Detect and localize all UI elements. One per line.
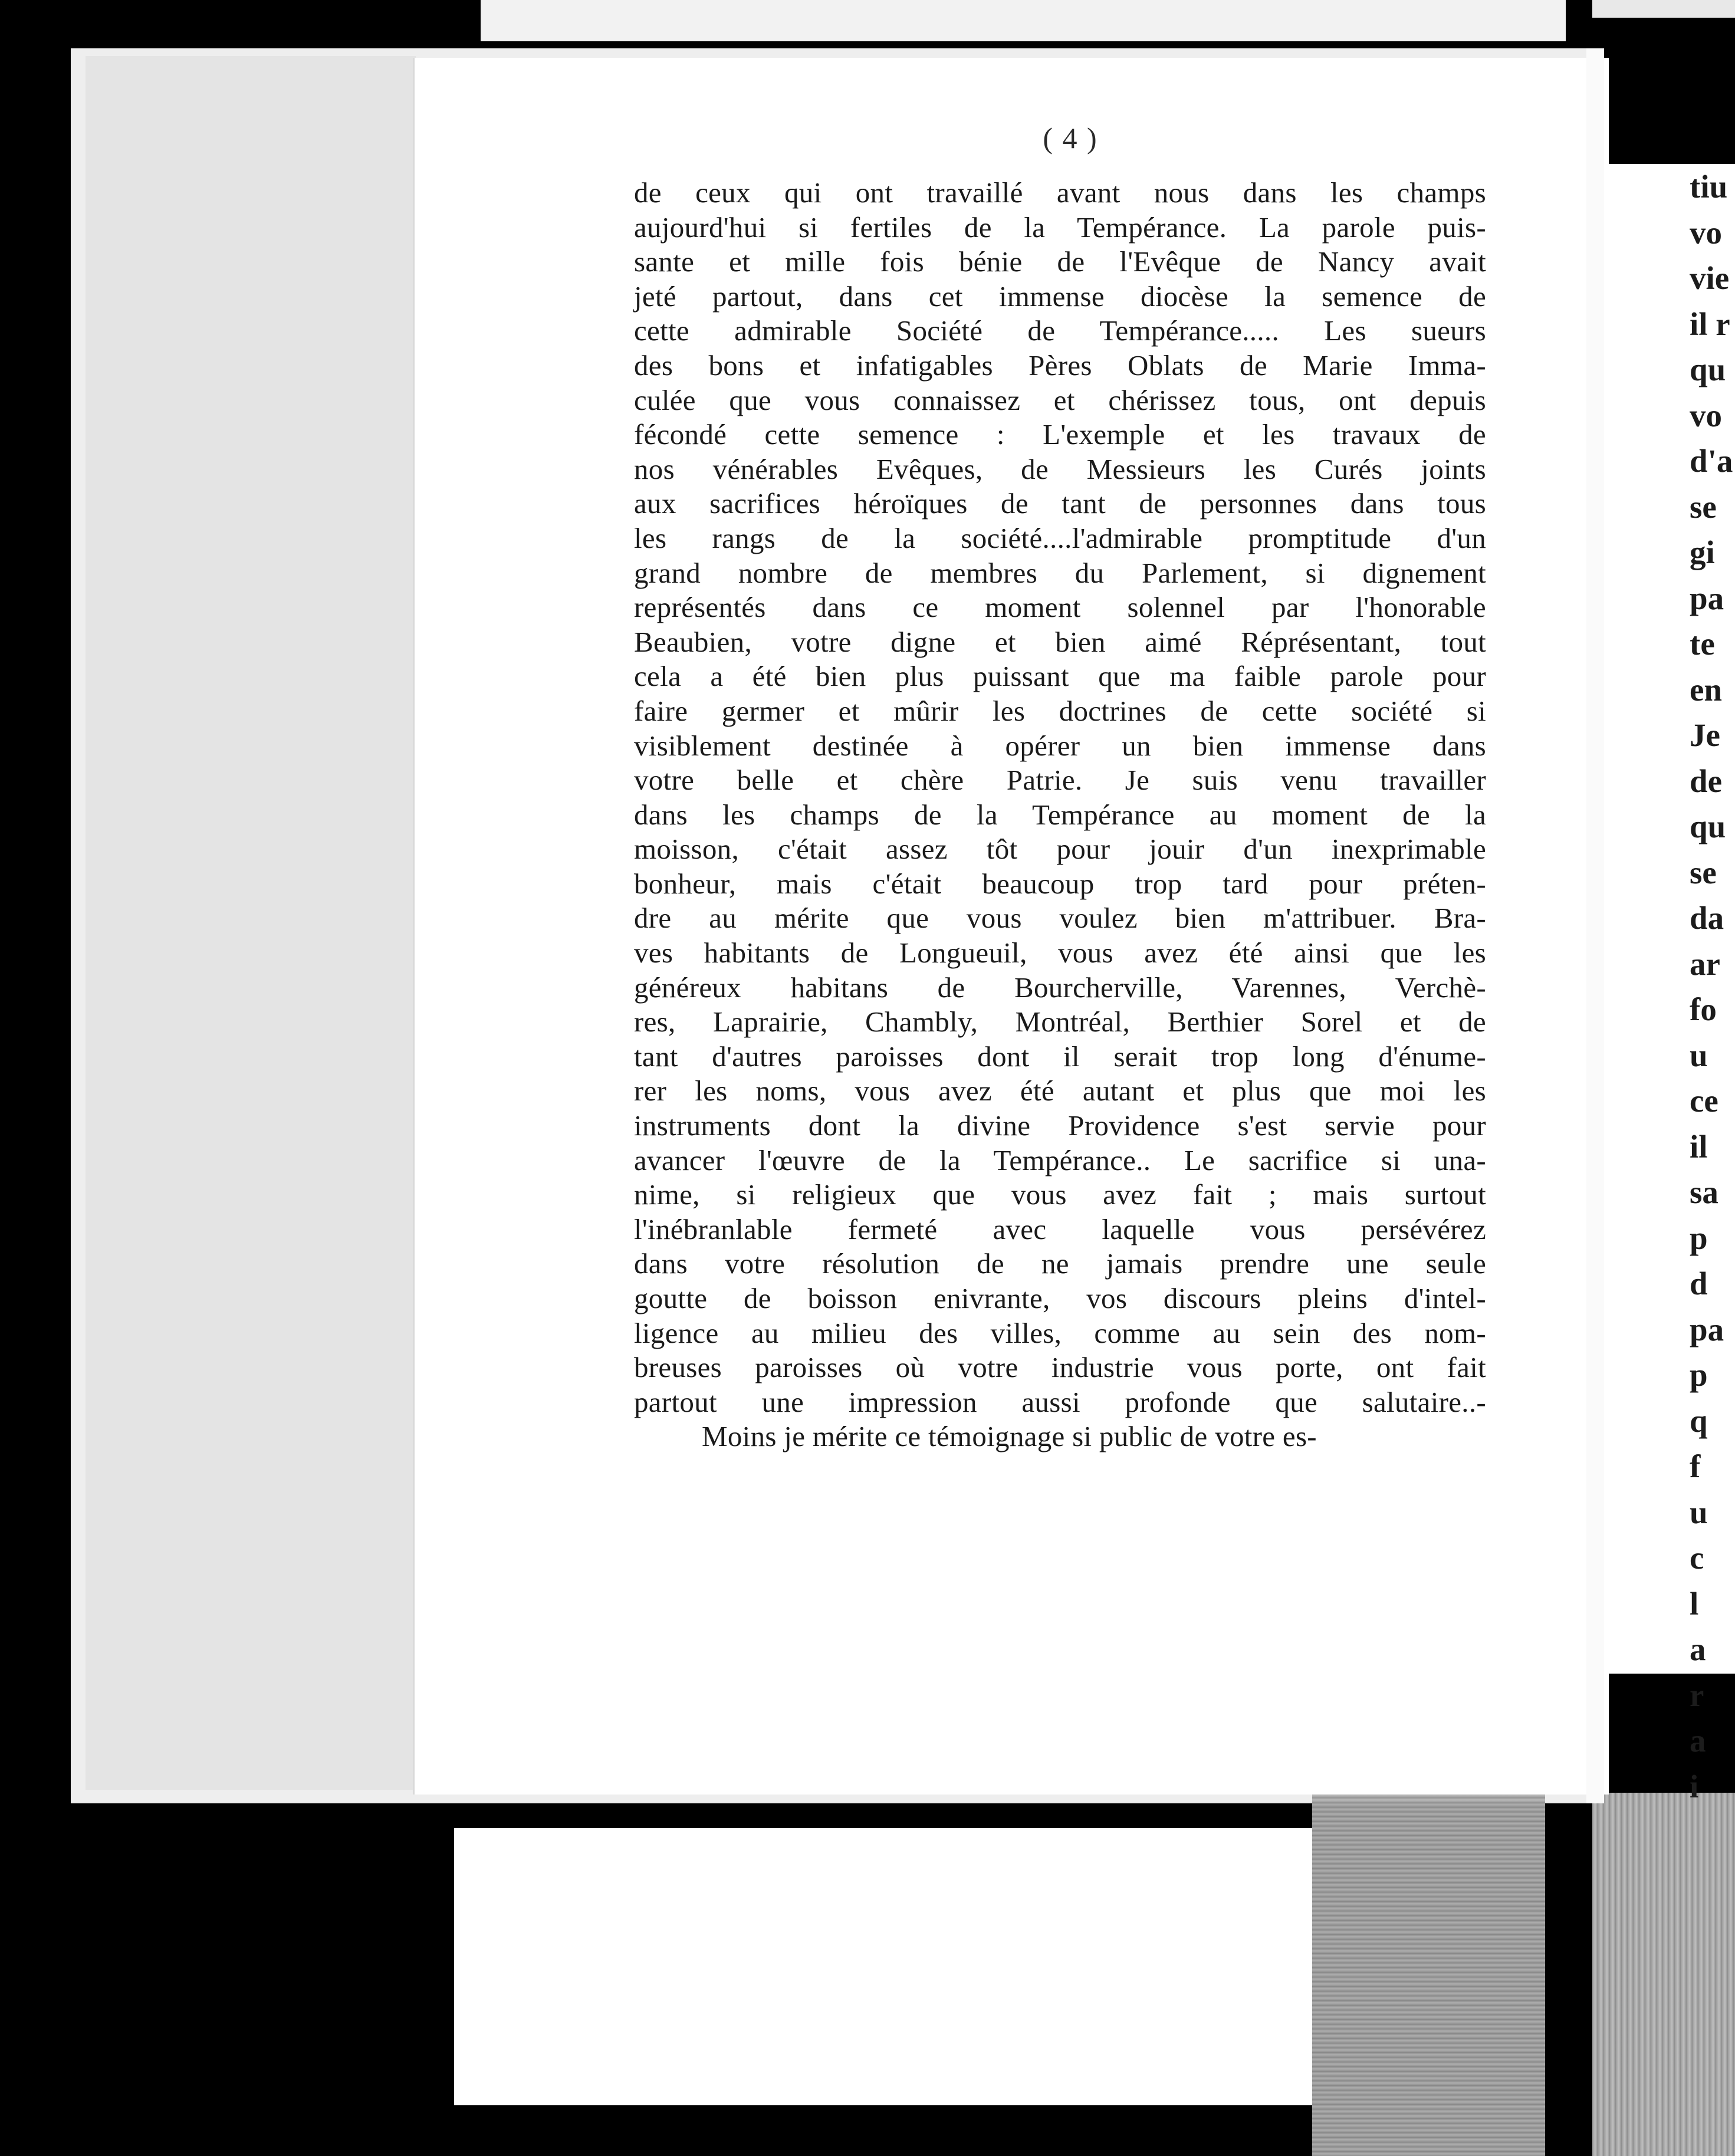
text-line: partout une impression aussi profonde que salutaire..- xyxy=(634,1385,1486,1418)
next-page-fragment: il r xyxy=(1690,305,1730,342)
next-page-fragment: q xyxy=(1690,1402,1708,1439)
text-line: dans votre résolution de ne jamais prendre une seule xyxy=(634,1247,1486,1280)
next-page-fragment: fo xyxy=(1690,991,1717,1027)
text-line: grand nombre de membres du Parlement, si dignement xyxy=(634,556,1486,589)
next-page-fragment: a xyxy=(1690,1631,1706,1667)
text-line: nos vénérables Evêques, de Messieurs les Curés joints xyxy=(634,452,1486,485)
text-line: faire germer et mûrir les doctrines de cette société si xyxy=(634,694,1486,727)
text-line: culée que vous connaissez et chérissez tous, ont depuis xyxy=(634,383,1486,416)
text-line: sante et mille fois bénie de l'Evêque de Nancy avait xyxy=(634,245,1486,278)
next-page-fragment: sa xyxy=(1690,1174,1718,1210)
text-line: aux sacrifices héroïques de tant de personnes dans tous xyxy=(634,487,1486,520)
text-line: fécondé cette semence : L'exemple et les travaux de xyxy=(634,418,1486,451)
text-line: visiblement destinée à opérer un bien immense dans xyxy=(634,729,1486,762)
next-page-fragment: Je xyxy=(1690,717,1720,753)
text-line: les rangs de la société....l'admirable promptitude d'un xyxy=(634,521,1486,554)
next-page-fragment: ar xyxy=(1690,945,1720,982)
scan-background-top-right xyxy=(1592,0,1735,18)
text-line: aujourd'hui si fertiles de la Tempérance. La parole puis- xyxy=(634,211,1486,244)
text-line: Beaubien, votre digne et bien aimé Réprésentant, tout xyxy=(634,625,1486,658)
cloth-weight-left xyxy=(1312,1781,1545,2156)
body-text xyxy=(634,176,1486,1454)
next-page-fragment: qu xyxy=(1690,351,1726,387)
text-line: breuses paroisses où votre industrie vous porte, ont fait xyxy=(634,1351,1486,1384)
next-page-fragment: a xyxy=(1690,1723,1706,1759)
text-line: ligence au milieu des villes, comme au sein des nom- xyxy=(634,1316,1486,1349)
next-page-fragment: l xyxy=(1690,1585,1699,1622)
next-page-fragment: te xyxy=(1690,626,1715,662)
text-line: ves habitants de Longueuil, vous avez été ainsi que les xyxy=(634,936,1486,969)
text-line: instruments dont la divine Providence s'est servie pour xyxy=(634,1109,1486,1142)
text-line: avancer l'œuvre de la Tempérance.. Le sacrifice si una- xyxy=(634,1143,1486,1176)
next-page-fragment: u xyxy=(1690,1037,1708,1073)
next-page-fragment: se xyxy=(1690,854,1717,890)
text-line: de ceux qui ont travaillé avant nous dans les champs xyxy=(634,176,1486,209)
text-line: dre au mérite que vous voulez bien m'attribuer. Bra- xyxy=(634,902,1486,935)
cloth-weight-right xyxy=(1592,1793,1735,2156)
next-page-fragment: c xyxy=(1690,1540,1704,1576)
next-page-fragment: vo xyxy=(1690,397,1722,433)
text-line: votre belle et chère Patrie. Je suis venu travailler xyxy=(634,764,1486,797)
next-page-fragment: i xyxy=(1690,1768,1699,1805)
text-line: jeté partout, dans cet immense diocèse la semence de xyxy=(634,280,1486,313)
next-page-fragment: d'a xyxy=(1690,443,1733,479)
next-page-fragment: pa xyxy=(1690,1311,1724,1348)
next-page-fragment: tiu xyxy=(1690,169,1728,205)
next-page-fragment: da xyxy=(1690,900,1724,936)
next-page-fragment: r xyxy=(1690,1677,1704,1713)
next-page-fragment: de xyxy=(1690,763,1722,799)
next-page-fragment: p xyxy=(1690,1357,1708,1393)
next-page-fragment: qu xyxy=(1690,808,1726,844)
text-line: goutte de boisson enivrante, vos discours pleins d'intel- xyxy=(634,1282,1486,1314)
text-line: généreux habitans de Bourcherville, Varennes, Verchè- xyxy=(634,971,1486,1004)
next-page-fragment: d xyxy=(1690,1266,1708,1302)
text-line: cette admirable Société de Tempérance..... Les sueurs xyxy=(634,314,1486,347)
next-page-fragment: pa xyxy=(1690,580,1724,616)
next-page-fragment: vie xyxy=(1690,260,1730,296)
text-line: tant d'autres paroisses dont il serait trop long d'énume- xyxy=(634,1040,1486,1073)
next-page-fragment: en xyxy=(1690,671,1722,708)
next-page-fragment: p xyxy=(1690,1220,1708,1256)
scan-background-top xyxy=(481,0,1566,41)
text-line: nime, si religieux que vous avez fait ; mais surtout xyxy=(634,1178,1486,1211)
folder-flap xyxy=(86,56,416,1790)
text-line: bonheur, mais c'était beaucoup trop tard pour préten- xyxy=(634,867,1486,900)
page-number: ( 4 ) xyxy=(1043,121,1098,155)
next-page-fragment: f xyxy=(1690,1448,1701,1484)
next-page-fragment: se xyxy=(1690,488,1717,525)
next-page-fragment: u xyxy=(1690,1494,1708,1530)
text-line: cela a été bien plus puissant que ma faible parole pour xyxy=(634,660,1486,693)
text-line: des bons et infatigables Pères Oblats de Marie Imma- xyxy=(634,349,1486,382)
text-line: l'inébranlable fermeté avec laquelle vous persévérez xyxy=(634,1212,1486,1245)
next-page-fragment: il xyxy=(1690,1128,1708,1165)
text-line: représentés dans ce moment solennel par l'honorable xyxy=(634,591,1486,624)
scan-background-bottom xyxy=(454,1828,1312,2105)
text-line: moisson, c'était assez tôt pour jouir d'un inexprimable xyxy=(634,833,1486,866)
next-page-fragment: ce xyxy=(1690,1083,1718,1119)
text-line: Moins je mérite ce témoignage si public de votre es- xyxy=(702,1420,1317,1453)
page-gutter xyxy=(1586,48,1604,1803)
text-line: rer les noms, vous avez été autant et plus que moi les xyxy=(634,1074,1486,1107)
next-page-fragment: gi xyxy=(1690,534,1715,570)
text-line: dans les champs de la Tempérance au moment de la xyxy=(634,798,1486,831)
next-page-fragment: vo xyxy=(1690,214,1722,251)
next-page-edge xyxy=(1604,164,1735,1805)
text-line: res, Laprairie, Chambly, Montréal, Berthier Sorel et de xyxy=(634,1005,1486,1038)
